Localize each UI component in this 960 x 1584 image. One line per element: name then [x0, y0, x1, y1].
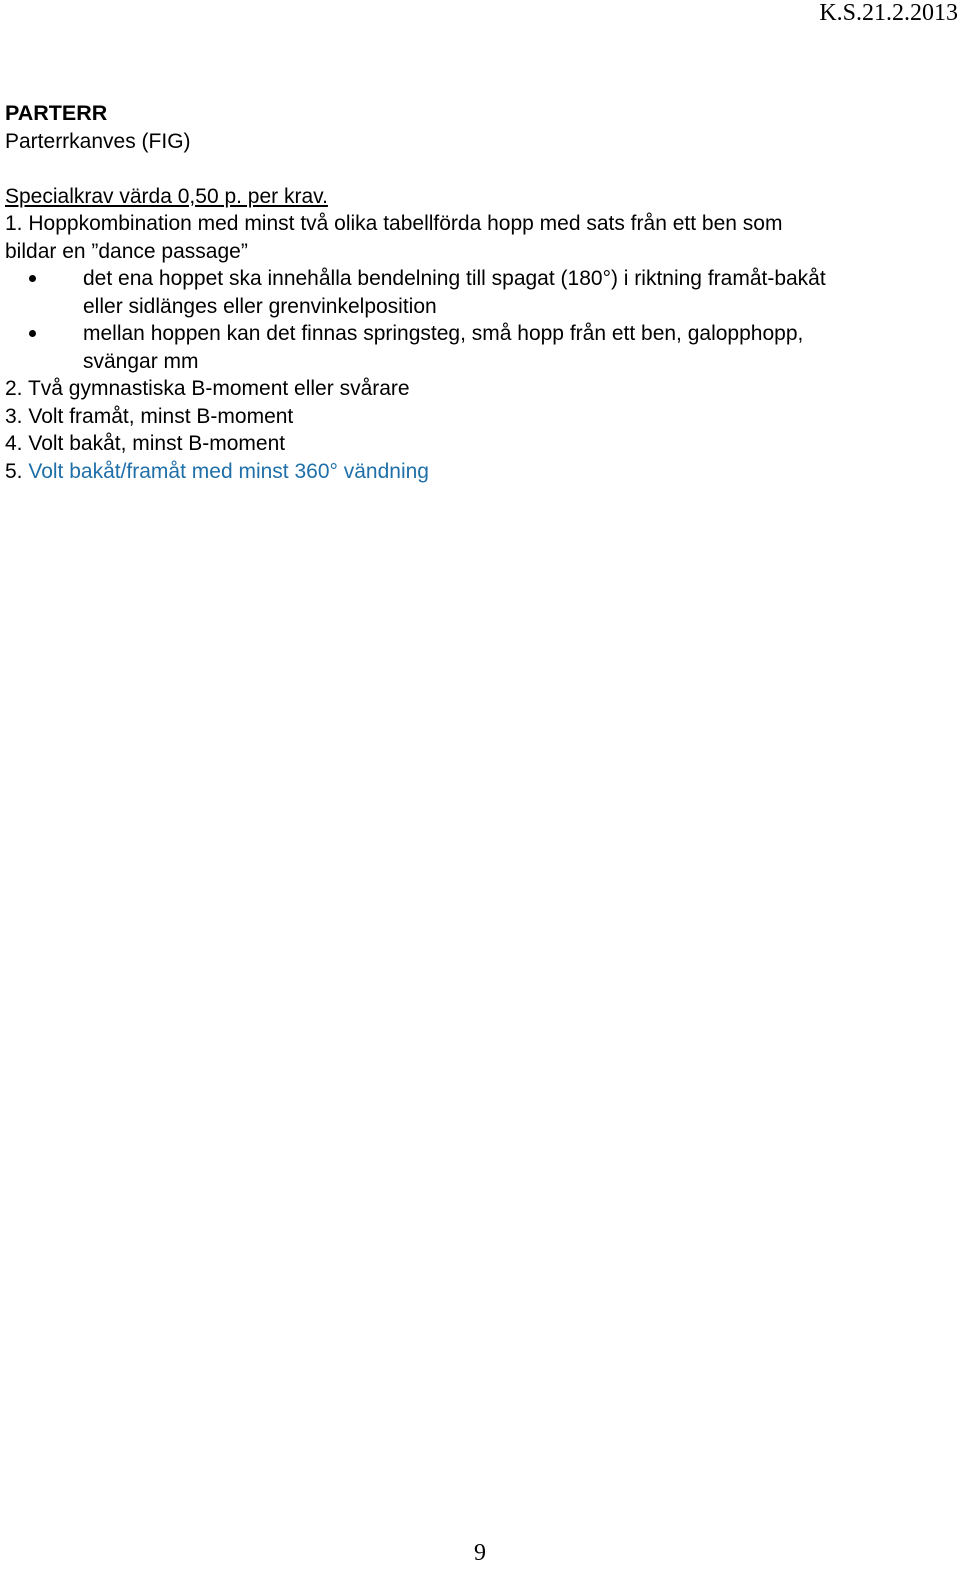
requirement-item-5-number: 5.: [5, 459, 29, 483]
requirement-item-2: 2. Två gymnastiska B-moment eller svårare: [5, 377, 410, 400]
document-body: [5, 100, 950, 485]
bullet-icon: [29, 275, 36, 282]
requirement-item-5-highlighted-text: Volt bakåt/framåt med minst 360° vändning: [28, 459, 429, 483]
bullet-line: eller sidlänges eller grenvinkelposition: [83, 294, 437, 318]
requirement-item-3: 3. Volt framåt, minst B-moment: [5, 404, 294, 428]
requirement-item-5: [5, 458, 950, 486]
page-number: 9: [474, 1540, 486, 1566]
requirement-item-1-number: 1.: [5, 212, 29, 235]
bullet-line: det ena hoppet ska innehålla bendelning till spagat (180°) i riktning framåt-bakåt: [83, 267, 826, 290]
requirement-item-4: 4. Volt bakåt, minst B-moment: [5, 432, 286, 455]
section-title: PARTERR: [5, 101, 108, 125]
requirement-item-1: [5, 210, 950, 238]
bullet-icon: [29, 330, 36, 337]
section-subtitle: Parterrkanves (FIG): [5, 129, 191, 153]
bullet-line: svängar mm: [83, 349, 199, 373]
requirement-item-1-continuation: bildar en ”dance passage”: [5, 239, 248, 263]
blank-line: [5, 155, 950, 183]
requirements-heading: Specialkrav värda 0,50 p. per krav.: [5, 184, 328, 208]
requirement-item-1-bullets: [5, 265, 950, 375]
document-reference-code: K.S.21.2.2013: [819, 0, 958, 26]
requirement-item-1-text: Hoppkombination med minst två olika tabellförda hopp med sats från ett ben som: [28, 212, 783, 235]
list-item: [5, 265, 950, 320]
list-item: [5, 320, 950, 375]
bullet-line: mellan hoppen kan det finnas springsteg, små hopp från ett ben, galopphopp,: [83, 322, 804, 345]
